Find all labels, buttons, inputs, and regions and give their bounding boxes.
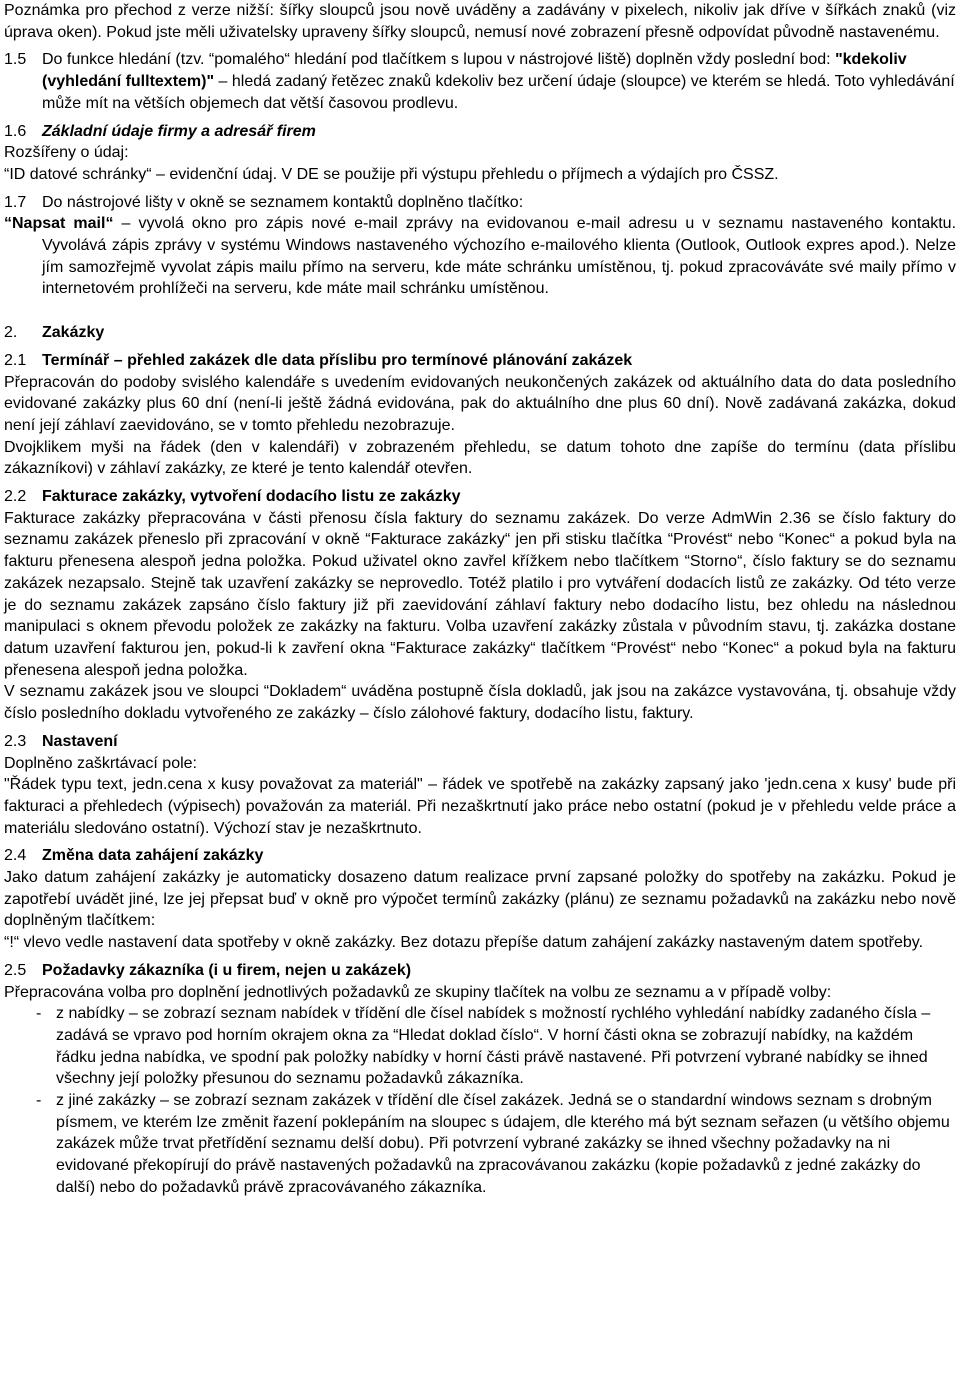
section-2-1-title: Termínář – přehled zakázek dle data příslibu pro termínové plánování zakázek	[42, 351, 633, 369]
section-1-6-title: Základní údaje firmy a adresář firem	[42, 122, 316, 140]
section-2-2-p2: V seznamu zakázek jsou ve sloupci “Dokladem“ uváděna postupně čísla dokladů, jak jsou na zakázce vystavována, tj. obsahuje vždy číslo posledního dokladu vytvořeného ze zakázky – číslo zálohové faktury, dodacího listu, faktury.	[4, 683, 956, 723]
dash-bullet: -	[36, 1092, 42, 1110]
section-number: 2.4	[4, 847, 27, 865]
section-2-2-p1: Fakturace zakázky přepracována v části přenosu čísla faktury do seznamu zakázek. Do verze AdmWin 2.36 se číslo faktury do seznamu zakázek přeneslo při zpracování v okně “Fakturace zakázky“ jen při stisku tlačítka “Provést“ nebo “Konec“ a pokud byla na fakturu přenesena alespoň jedna položka. Pokud uživatel okno zavřel křížkem nebo tlačítkem “Storno“, číslo faktury se do seznamu zakázek nezapsalo. Stejně tak uzavření zakázky se neprovedlo. Totéž platilo i pro vytváření dodacích listů ze zakázky. Od této verze je do seznamu zakázek zapsáno číslo faktury již při zaevidování záhlaví faktury nebo dodacího listu, bez ohledu na následnou manipulaci s oknem převodu položek ze zakázky na fakturu. Volba uzavření zakázky zůstala v původním stavu, tj. zakázka dostane datum uzavření fakturou jen, pokud-li k zavření okna “Fakturace zakázky“ tlačítkem “Provést“ nebo “Konec“ a pokud byla na fakturu přenesena alespoň jedna položka.	[4, 509, 956, 679]
section-1-7-bold: “Napsat mail“	[4, 215, 114, 233]
section-number: 2.5	[4, 961, 27, 979]
section-2-4-p1: Jako datum zahájení zakázky je automaticky dosazeno datum realizace první zapsané položky do spotřeby na zakázku. Pokud je zapotřebí uvádět jiné, lze jej přepsat buď v okně pro výpočet termínů zakázky (plánu) ze seznamu požadavků na zakázku nebo nově doplněným tlačítkem:	[4, 869, 956, 930]
section-2-2-heading	[4, 486, 956, 508]
section-1-7-lead: Do nástrojové lišty v okně se seznamem kontaktů doplněno tlačítko:	[42, 193, 524, 211]
section-2-3-heading	[4, 731, 956, 753]
section-number: 2.3	[4, 732, 27, 750]
section-1-7-body	[4, 213, 956, 300]
list-item-text: z nabídky – se zobrazí seznam nabídek v třídění dle čísel nabídek s možností rychlého vyhledání nabídky zadaného čísla – zadává se vpravo pod horním okrajem okna za “Hledat doklad číslo“. V horní části okna se zobrazují nabídky, na každém řádku jedna nabídka, ve spodní pak položky nabídky v horní části právě nastavené. Při potvrzení vybrané nabídky se ihned všechny její položky přesunou do seznamu požadavků zákazníka.	[56, 1005, 931, 1088]
section-2-5-title: Požadavky zákazníka (i u firem, nejen u zakázek)	[42, 961, 412, 979]
section-1-6-line1: Rozšířeny o údaj:	[4, 144, 129, 162]
section-2-heading	[4, 322, 956, 344]
section-2-2-title: Fakturace zakázky, vytvoření dodacího listu ze zakázky	[42, 488, 461, 506]
section-2-5-p1: Přepracována volba pro doplnění jednotlivých požadavků ze skupiny tlačítek na volbu ze seznamu a v případě volby:	[4, 983, 832, 1001]
section-number: 1.6	[4, 122, 27, 140]
intro-note: Poznámka pro přechod z verze nižší: šířky sloupců jsou nově uváděny a zadávány v pixelech, nikoliv jak dříve v šířkách znaků (viz úprava oken). Pokud jste měli uživatelsky upraveny šířky sloupců, nemusí nové zobrazení přesně odpovídat původně nastavenému.	[4, 2, 956, 41]
section-2-3-p1: Doplněno zaškrtávací pole:	[4, 754, 197, 772]
dash-bullet: -	[36, 1005, 42, 1023]
section-2-title: Zakázky	[42, 324, 105, 342]
section-1-5	[4, 49, 956, 114]
section-2-3-p2: "Řádek typu text, jedn.cena x kusy považovat za materiál" – řádek ve spotřebě na zakázky zapsaný jako 'jedn.cena x kusy' bude při fakturaci a přehledech (výpisech) považován za materiál. Při nezaškrtnutí jako práce nebo ostatní (pokud je v přehledu velde práce a materiálu sledováno ostatní). Výchozí stav je nezaškrtnuto.	[4, 776, 956, 837]
section-1-7	[4, 192, 956, 214]
section-2-4-heading	[4, 845, 956, 867]
section-1-5-lead: Do funkce hledání (tzv. “pomalého“ hledání pod tlačítkem s lupou v nástrojové liště) doplněn vždy poslední bod:	[42, 51, 831, 69]
section-2-4-title: Změna data zahájení zakázky	[42, 847, 264, 865]
section-2-5-list	[4, 1003, 956, 1198]
list-item	[4, 1090, 956, 1199]
section-2-1-p2: Dvojklikem myši na řádek (den v kalendáři) v zobrazeném přehledu, se datum tohoto dne zapíše do termínu (data příslibu zákazníkovi) v záhlaví zakázky, ze které je tento kalendář otevřen.	[4, 438, 956, 478]
section-2-5-heading	[4, 960, 956, 982]
section-1-5-rest: – hledá zadaný řetězec znaků kdekoliv bez určení údaje (sloupce) ve kterém se hledá. Toto vyhledávání může mít na větších objemech dat větší časovou prodlevu.	[42, 73, 955, 112]
section-number: 2.2	[4, 488, 27, 506]
list-item	[4, 1003, 956, 1090]
section-number: 1.7	[4, 193, 27, 211]
section-number: 2.1	[4, 351, 27, 369]
list-item-text: z jiné zakázky – se zobrazí seznam zakázek v třídění dle čísel zakázek. Jedná se o standardní windows seznam s drobným písmem, ve kterém lze změnit řazení poklepáním na sloupec s údajem, dle kterého má být seznam seřazen (u většího objemu zakázek může trvat přetřídění seznamu delší dobu). Při potvrzení vybrané zakázky se ihned všechny požadavky na ni evidované překopírují do právě nastavených požadavků na zpracovávanou zakázku (kopie požadavků z jedné zakázky do další) nebo do požadavků právě zpracovávaného zákazníka.	[56, 1092, 950, 1196]
section-number: 1.5	[4, 51, 27, 69]
section-1-7-rest: – vyvolá okno pro zápis nové e-mail zprávy na evidovanou e-mail adresu u v seznamu nastaveného kontaktu. Vyvolává zápis zprávy v systému Windows nastaveného výchozího e-mailového klienta (Outlook, Outlook expres apod.). Nelze jím samozřejmě vyvolat zápis mailu přímo na serveru, kde máte schránku umístěnou, tj. pokud zpracováváte své maily přímo v internetovém prohlížeči na serveru, kde máte mail schránku umístěnou.	[42, 215, 957, 298]
section-number: 2.	[4, 324, 18, 342]
section-2-1-heading	[4, 350, 956, 372]
section-1-6-line2: “ID datové schránky“ – evidenční údaj. V DE se použije při výstupu přehledu o příjmech a výdajích pro ČSSZ.	[4, 165, 779, 183]
section-2-3-title: Nastavení	[42, 732, 118, 750]
section-1-5-bold: "kdekoliv (vyhledání fulltextem)"	[42, 51, 907, 91]
section-2-4-p2: “!“ vlevo vedle nastavení data spotřeby v okně zakázky. Bez dotazu přepíše datum zahájení zakázky nastaveným datem spotřeby.	[4, 934, 924, 952]
section-2-1-p1: Přepracován do podoby svislého kalendáře s uvedením evidovaných neukončených zakázek od aktuálního data do data posledního evidované zakázky plus 60 dní (není-li ještě žádná evidována, pak do aktuálního dne plus 60 dní). Nově zadávaná zakázka, dokud není její záhlaví zaevidováno, se v tomto přehledu nezobrazuje.	[4, 373, 956, 434]
section-1-6-heading	[4, 121, 956, 143]
